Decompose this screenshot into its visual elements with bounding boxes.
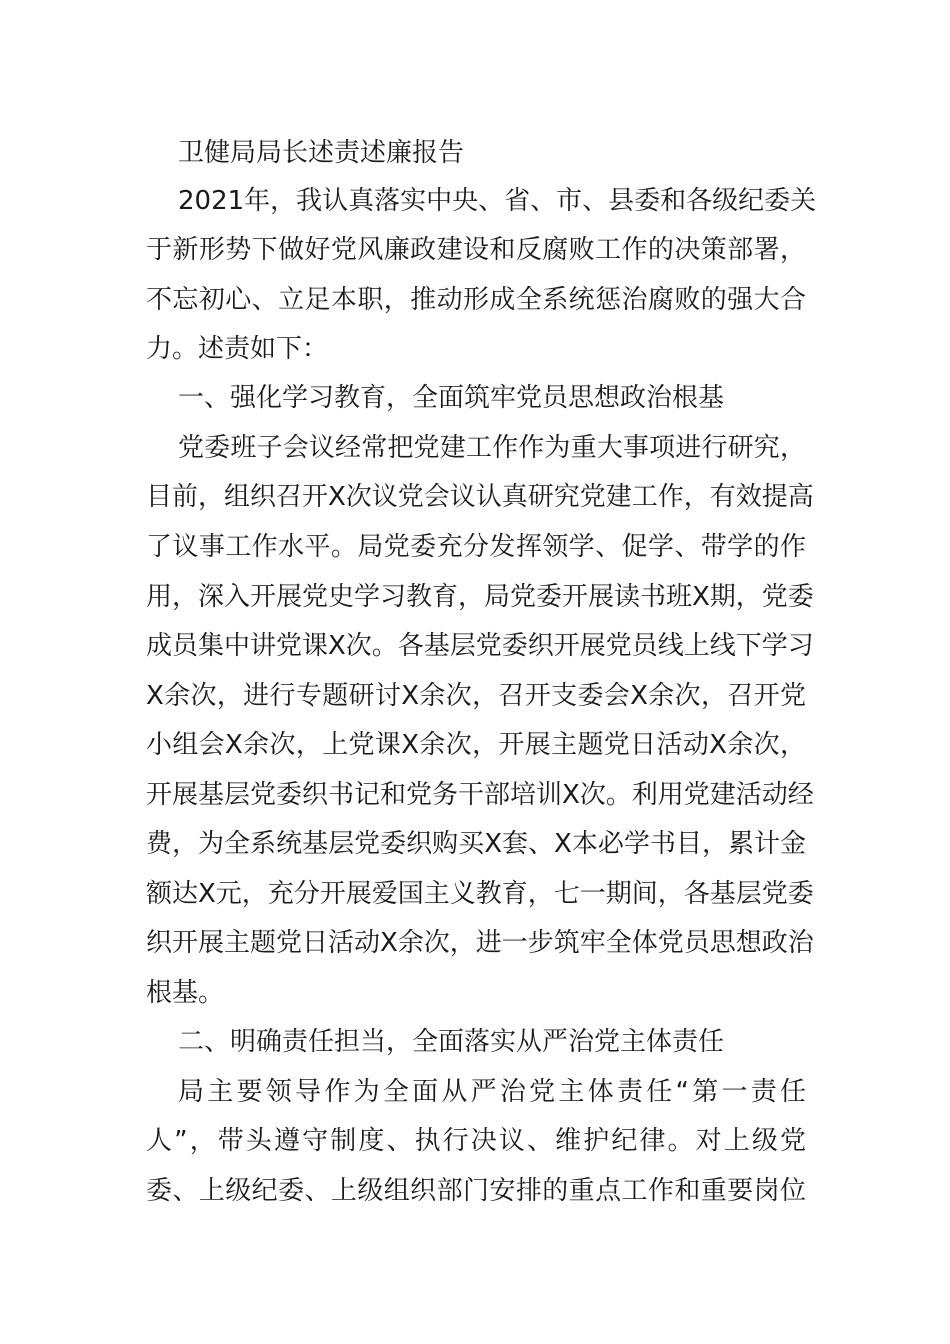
section-1-line-1: 党委班子会议经常把党建工作作为重大事项进行研究，: [178, 433, 806, 463]
section-1-line-6: X余次，进行专题研讨X余次，召开支委会X余次，召开党: [146, 681, 806, 711]
section-1-line-3: 了议事工作水平。局党委充分发挥领学、促学、带学的作: [146, 532, 806, 562]
section-2-line-2: 人”，带头遵守制度、执行决议、维护纪律。对上级党: [146, 1126, 806, 1156]
section-1-line-12: 根基。: [146, 978, 225, 1008]
section-1-line-7: 小组会X余次，上党课X余次，开展主题党日活动X余次，: [146, 730, 806, 760]
section-1-line-5: 成员集中讲党课X次。各基层党委织开展党员线上线下学习: [146, 631, 814, 661]
section-2-heading: 二、明确责任担当，全面落实从严治党主体责任: [178, 1027, 725, 1057]
section-1-line-11: 织开展主题党日活动X余次，进一步筑牢全体党员思想政治: [146, 928, 814, 958]
section-1-heading: 一、强化学习教育，全面筑牢党员思想政治根基: [178, 383, 725, 413]
intro-line-3: 不忘初心、立足本职，推动形成全系统惩治腐败的强大合: [146, 285, 806, 315]
intro-line-4: 力。述责如下：: [146, 334, 329, 364]
section-2-line-3: 委、上级纪委、上级组织部门安排的重点工作和重要岗位: [146, 1176, 806, 1206]
document-title: 卫健局局长述责述廉报告: [178, 138, 465, 168]
section-1-line-4: 用，深入开展党史学习教育，局党委开展读书班X期，党委: [146, 582, 814, 612]
section-1-line-10: 额达X元，充分开展爱国主义教育，七一期间，各基层党委: [146, 879, 814, 909]
section-2-line-1: 局主要领导作为全面从严治党主体责任“第一责任: [178, 1077, 806, 1107]
section-1-line-2: 目前，组织召开X次议党会议认真研究党建工作，有效提高: [146, 482, 814, 512]
intro-line-2: 于新形势下做好党风廉政建设和反腐败工作的决策部署，: [146, 235, 806, 265]
section-1-line-8: 开展基层党委织书记和党务干部培训X次。利用党建活动经: [146, 780, 814, 810]
intro-line-1: 2021年，我认真落实中央、省、市、县委和各级纪委关: [178, 186, 817, 216]
section-1-line-9: 费，为全系统基层党委织购买X套、X本必学书目，累计金: [146, 829, 806, 859]
